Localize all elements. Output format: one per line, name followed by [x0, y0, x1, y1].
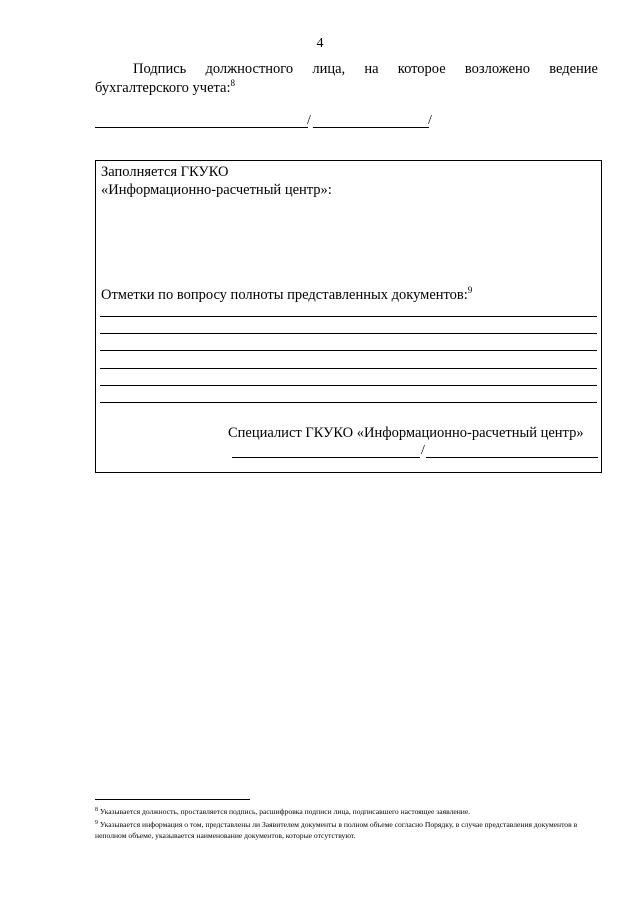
footnote-9: $^9$ Указывается информация о том, представлены ли Заявителем документы в полном объеме согласно Порядку, в случае представления документов в неполном объеме, указывается наименование документов, которые отсутствуют.: [95, 820, 578, 840]
footnote-8: $^8$ Указывается должность, проставляется подпись, расшифровка подписи лица, подписавшего настоящее заявление.: [95, 807, 471, 816]
notes-line: [100, 316, 597, 317]
word: ведение: [549, 61, 598, 77]
specialist-label: Специалист ГКУКО «Информационно-расчетный центр»: [228, 425, 584, 441]
word: которое: [397, 61, 446, 77]
signature-line-sign: [313, 127, 429, 128]
notes-line: [100, 368, 597, 369]
footnote-ref-9: 9: [467, 285, 473, 295]
notes-line: [100, 350, 597, 351]
specialist-line-name: [232, 457, 420, 458]
signature-separator-end: /: [428, 113, 432, 128]
word: возложено: [464, 61, 530, 77]
notes-line: [100, 402, 597, 403]
word: лица,: [312, 61, 346, 77]
footnote-separator: [95, 799, 250, 800]
specialist-line-sign: [426, 457, 598, 458]
page-number: 4: [316, 36, 324, 51]
signature-paragraph-line1: [95, 60, 598, 79]
signature-line-name: [95, 127, 308, 128]
signature-separator: /: [307, 113, 311, 128]
info-box-header-line2: «Информационно-расчетный центр»:: [101, 182, 332, 198]
notes-label: Отметки по вопросу полноты представленных документов:$^9$: [101, 285, 473, 303]
notes-line: [100, 385, 597, 386]
signature-paragraph: [95, 60, 598, 98]
word: на: [364, 61, 379, 77]
word: Подпись: [133, 61, 187, 77]
footnote-ref-8: 8: [230, 78, 236, 88]
notes-line: [100, 333, 597, 334]
info-box-header-line1: Заполняется ГКУКО: [101, 164, 229, 180]
specialist-separator: /: [421, 443, 425, 458]
word: должностного: [205, 61, 294, 77]
signature-paragraph-line2: бухгалтерского учета:$^8$: [95, 78, 236, 96]
